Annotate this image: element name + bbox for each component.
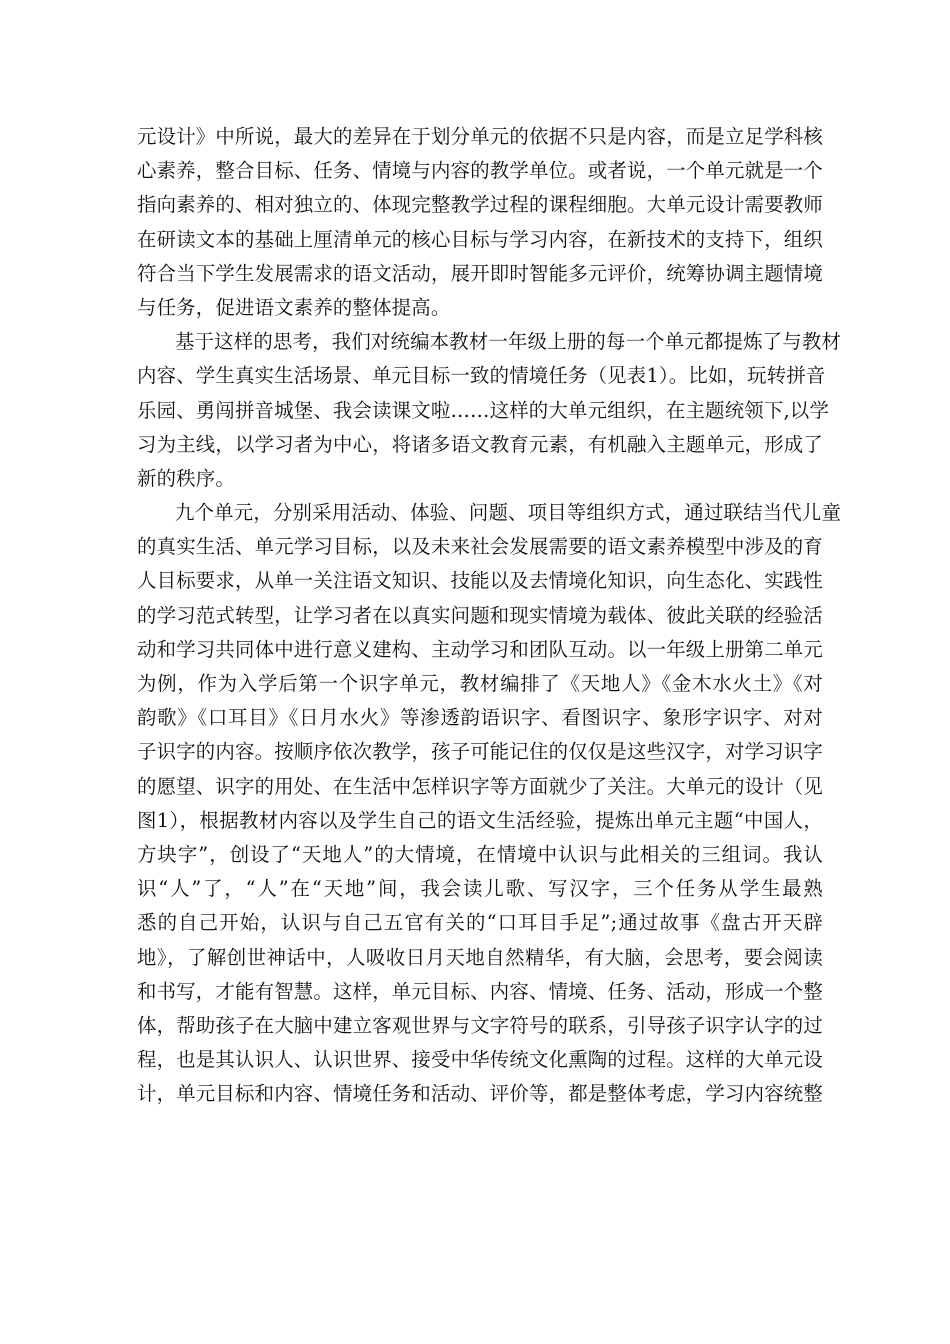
text-line: 乐园、勇闯拼音城堡、我会读课文啦……这样的大单元组织，在主题统领下,以学 xyxy=(137,398,830,422)
text-line: 基于这样的思考，我们对统编本教材一年级上册的每一个单元都提炼了与教材 xyxy=(175,330,842,354)
text-line: 指向素养的、相对独立的、体现完整教学过程的课程细胞。大单元设计需要教师 xyxy=(137,193,823,217)
text-line: 符合当下学生发展需求的语文活动，展开即时智能多元评价，统筹协调主题情境 xyxy=(137,261,823,285)
text-line: 地》，了解创世神话中，人吸收日月天地自然精华，有大脑，会思考，要会阅读 xyxy=(137,945,823,969)
paragraph-3 xyxy=(137,496,842,1111)
text-line: 和书写，才能有智慧。这样，单元目标、内容、情境、任务、活动，形成一个整 xyxy=(137,979,823,1003)
text-line: 方块字”，创设了“天地人”的大情境，在情境中认识与此相关的三组词。我认 xyxy=(137,842,823,866)
text-line: 九个单元，分别采用活动、体验、问题、项目等组织方式，通过联结当代儿童 xyxy=(175,501,842,525)
text-line: 人目标要求，从单一关注语文知识、技能以及去情境化知识，向生态化、实践性 xyxy=(137,569,823,593)
text-line: 的愿望、识字的用处、在生活中怎样识字等方面就少了关注。大单元的设计（见 xyxy=(137,774,823,798)
paragraph-1 xyxy=(137,120,823,325)
text-line: 心素养，整合目标、任务、情境与内容的教学单位。或者说，一个单元就是一个 xyxy=(137,159,823,183)
text-line: 韵歌》《口耳目》《日月水火》等渗透韵语识字、看图识字、象形字识字、对对 xyxy=(137,706,823,730)
text-line: 程，也是其认识人、认识世界、接受中华传统文化熏陶的过程。这样的大单元设 xyxy=(137,1048,823,1072)
text-line: 与任务，促进语文素养的整体提高。 xyxy=(137,295,451,319)
text-line: 图1），根据教材内容以及学生自己的语文生活经验，提炼出单元主题“中国人， xyxy=(137,808,823,832)
text-line: 元设计》中所说，最大的差异在于划分单元的依据不只是内容，而是立足学科核 xyxy=(137,125,823,148)
text-line: 习为主线，以学习者为中心，将诸多语文教育元素，有机融入主题单元，形成了 xyxy=(137,432,823,456)
text-line: 识“人”了，“人”在“天地”间，我会读儿歌、写汉字，三个任务从学生最熟 xyxy=(137,877,823,901)
text-line: 内容、学生真实生活场景、单元目标一致的情境任务（见表1）。比如，玩转拼音 xyxy=(137,364,826,388)
text-line: 的学习范式转型，让学习者在以真实问题和现实情境为载体、彼此关联的经验活 xyxy=(137,603,823,627)
text-line: 计，单元目标和内容、情境任务和活动、评价等，都是整体考虑，学习内容统整 xyxy=(137,1082,823,1106)
text-line: 动和学习共同体中进行意义建构、主动学习和团队互动。以一年级上册第二单元 xyxy=(137,637,823,661)
body-text xyxy=(137,120,842,1111)
text-line: 悉的自己开始，认识与自己五官有关的“口耳目手足”;通过故事《盘古开天辟 xyxy=(137,911,823,935)
text-line: 子识字的内容。按顺序依次教学，孩子可能记住的仅仅是这些汉字，对学习识字 xyxy=(137,740,823,764)
text-line: 新的秩序。 xyxy=(137,466,235,490)
paragraph-2 xyxy=(137,325,842,496)
text-line: 的真实生活、单元学习目标，以及未来社会发展需要的语文素养模型中涉及的育 xyxy=(137,535,823,559)
text-line: 在研读文本的基础上厘清单元的核心目标与学习内容，在新技术的支持下，组织 xyxy=(137,227,823,251)
text-line: 体，帮助孩子在大脑中建立客观世界与文字符号的联系，引导孩子识字认字的过 xyxy=(137,1013,823,1037)
text-line: 为例，作为入学后第一个识字单元，教材编排了《天地人》《金木水火土》《对 xyxy=(137,672,823,695)
